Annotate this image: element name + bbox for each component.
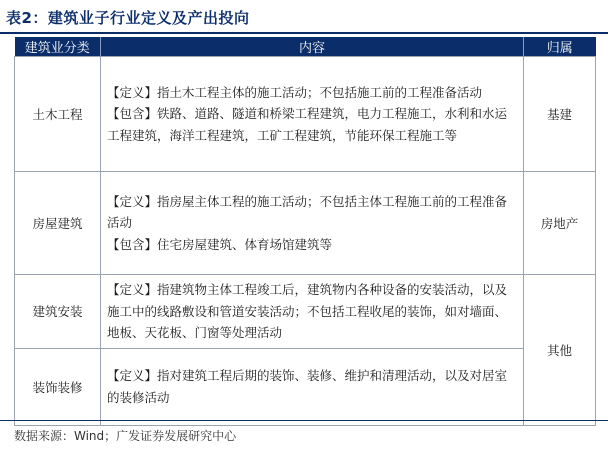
content-cell bbox=[101, 275, 524, 349]
title-bar bbox=[0, 0, 608, 34]
category-cell: 土木工程 bbox=[15, 57, 101, 172]
category-cell: 房屋建筑 bbox=[15, 172, 101, 275]
table-row bbox=[15, 275, 596, 349]
header-attribution: 归属 bbox=[524, 37, 596, 57]
source-note: 数据来源：Wind；广发证券发展研究中心 bbox=[14, 429, 237, 443]
table-title: 表2：建筑业子行业定义及产出投向 bbox=[6, 9, 250, 27]
category-cell: 装饰装修 bbox=[15, 348, 101, 425]
table-row bbox=[15, 348, 596, 425]
bottom-divider bbox=[0, 420, 608, 421]
definition-text: 【定义】指土木工程主体的施工活动；不包括施工前的工程准备活动 bbox=[107, 84, 483, 100]
attribution-cell: 基建 bbox=[524, 57, 596, 172]
content-cell bbox=[101, 172, 524, 275]
definition-text: 【定义】指房屋主体工程的施工活动；不包括主体工程施工前的工程准备活动 bbox=[107, 193, 508, 231]
definition-text: 【定义】指建筑物主体工程竣工后，建筑物内各种设备的安装活动，以及施工中的线路敷设和管道安装活动；不包括工程收尾的装饰，如对墙面、地板、天花板、门窗等处理活动 bbox=[107, 282, 508, 340]
table-header-row bbox=[15, 37, 596, 57]
definition-text: 【定义】指对建筑工程后期的装饰、装修、维护和清理活动，以及对居室的装修活动 bbox=[107, 368, 508, 405]
table-row bbox=[15, 172, 596, 275]
header-content: 内容 bbox=[101, 37, 524, 57]
attribution-cell: 其他 bbox=[524, 275, 596, 426]
attribution-cell: 房地产 bbox=[524, 172, 596, 275]
content-cell bbox=[101, 348, 524, 425]
includes-text: 【包含】住宅房屋建筑、体育场馆建筑等 bbox=[107, 236, 333, 252]
content-cell bbox=[101, 57, 524, 172]
table-row bbox=[15, 57, 596, 172]
header-category: 建筑业分类 bbox=[15, 37, 101, 57]
industry-definition-table bbox=[14, 37, 596, 426]
category-cell: 建筑安装 bbox=[15, 275, 101, 349]
includes-text: 【包含】铁路、道路、隧道和桥梁工程建筑，电力工程施工，水利和水运工程建筑，海洋工程建筑，工矿工程建筑，节能环保工程施工等 bbox=[107, 106, 508, 143]
